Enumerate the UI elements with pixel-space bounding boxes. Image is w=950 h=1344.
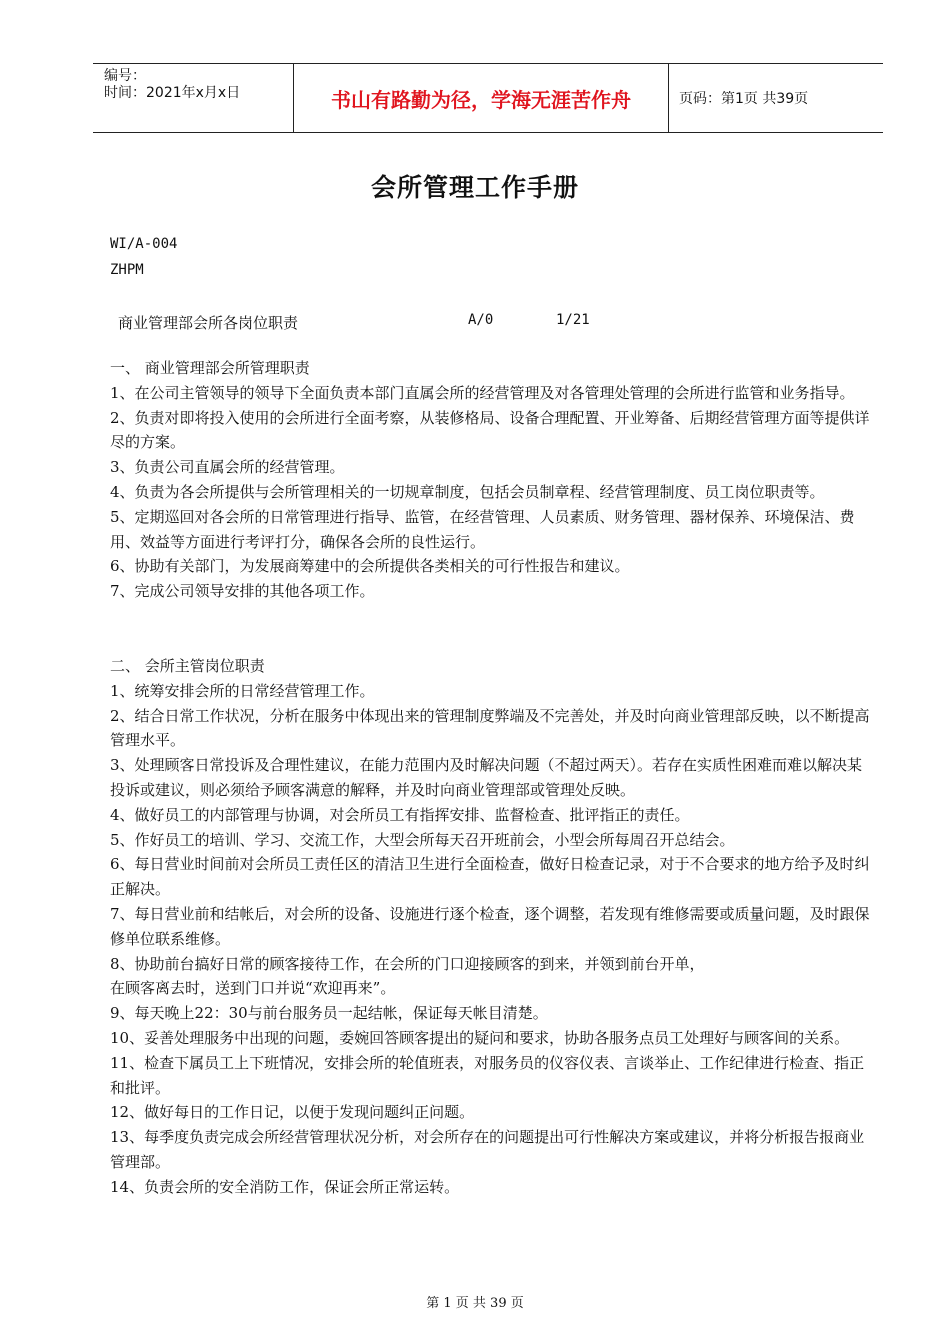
subheader-name: 商业管理部会所各岗位职责 <box>118 314 299 332</box>
list-item: 3、负责公司直属会所的经营管理。 <box>110 458 345 477</box>
list-item: 10、妥善处理服务中出现的问题，委婉回答顾客提出的疑问和要求，协助各服务点员工处理好与顾客间的关系。 <box>110 1028 850 1047</box>
list-item: 6、每日营业时间前对会所员工责任区的清洁卫生进行全面检查，做好日检查记录，对于不合要求的地方给予及时纠正解决。 <box>110 855 870 899</box>
list-item: 11、检查下属员工上下班情况，安排会所的轮值班表，对服务员的仪容仪表、言谈举止、工作纪律进行检查、指正和批评。 <box>110 1053 865 1097</box>
document-body <box>110 356 872 1200</box>
section-gap <box>110 604 872 654</box>
header-page-label: 页码：第1页 共39页 <box>679 91 809 107</box>
header-motto: 书山有路勤为径，学海无涯苦作舟 <box>294 64 669 132</box>
header-code-label: 编号： <box>104 68 146 84</box>
header-meta <box>93 64 294 132</box>
list-item: 5、定期巡回对各会所的日常管理进行指导、监管，在经营管理、人员素质、财务管理、器材保养、环境保洁、费用、效益等方面进行考评打分，确保各会所的良性运行。 <box>110 507 855 551</box>
list-item: 6、协助有关部门，为发展商筹建中的会所提供各类相关的可行性报告和建议。 <box>110 557 630 576</box>
list-item: 8、协助前台搞好日常的顾客接待工作，在会所的门口迎接顾客的到来，并领到前台开单， <box>110 954 705 973</box>
page-header <box>93 63 883 133</box>
list-item: 在顾客离去时，送到门口并说“欢迎再来”。 <box>110 979 396 998</box>
list-item: 7、每日营业前和结帐后，对会所的设备、设施进行逐个检查，逐个调整，若发现有维修需要或质量问题，及时跟保修单位联系维修。 <box>110 904 870 948</box>
subheader-page: 1/21 <box>556 312 590 328</box>
list-item: 5、作好员工的培训、学习、交流工作，大型会所每天召开班前会，小型会所每周召开总结会。 <box>110 830 735 849</box>
list-item: 13、每季度负责完成会所经营管理状况分析，对会所存在的问题提出可行性解决方案或建议，并将分析报告报商业管理部。 <box>110 1128 865 1171</box>
list-item: 14、负责会所的安全消防工作，保证会所正常运转。 <box>110 1177 460 1196</box>
section-heading: 二、 会所主管岗位职责 <box>110 656 265 675</box>
subheader-rev: A/0 <box>468 312 494 328</box>
list-item: 7、完成公司领导安排的其他各项工作。 <box>110 582 375 601</box>
list-item: 12、做好每日的工作日记，以便于发现问题纠正问题。 <box>110 1103 475 1122</box>
list-item: 3、处理顾客日常投诉及合理性建议，在能力范围内及时解决问题（不超过两天）。若存在实质性困难而难以解决某投诉或建议，则必须给予顾客满意的解释，并及时向商业管理部或管理处反映。 <box>110 756 863 799</box>
header-time-label: 时间：2021年x月x日 <box>104 85 241 101</box>
page-title: 会所管理工作手册 <box>370 173 579 202</box>
section-heading: 一、 商业管理部会所管理职责 <box>110 359 310 377</box>
list-item: 4、负责为各会所提供与会所管理相关的一切规章制度，包括会员制章程、经营管理制度、员工岗位职责等。 <box>110 482 825 501</box>
list-item: 4、做好员工的内部管理与协调，对会所员工有指挥安排、监督检查、批评指正的责任。 <box>110 805 690 824</box>
list-item: 2、负责对即将投入使用的会所进行全面考察，从装修格局、设备合理配置、开业筹备、后期经营管理方面等提供详尽的方案。 <box>110 408 870 452</box>
doc-code: ZHPM <box>110 262 144 278</box>
list-item: 1、统筹安排会所的日常经营管理工作。 <box>110 681 375 700</box>
list-item: 9、每天晚上22：30与前台服务员一起结帐，保证每天帐目清楚。 <box>110 1004 548 1023</box>
doc-code: WI/A-004 <box>110 236 178 252</box>
page-footer: 第 1 页 共 39 页 <box>426 1296 524 1311</box>
list-item: 2、结合日常工作状况，分析在服务中体现出来的管理制度弊端及不完善处，并及时向商业管理部反映，以不断提高管理水平。 <box>110 706 870 750</box>
list-item: 1、在公司主管领导的领导下全面负责本部门直属会所的经营管理及对各管理处管理的会所进行监管和业务指导。 <box>110 383 855 402</box>
